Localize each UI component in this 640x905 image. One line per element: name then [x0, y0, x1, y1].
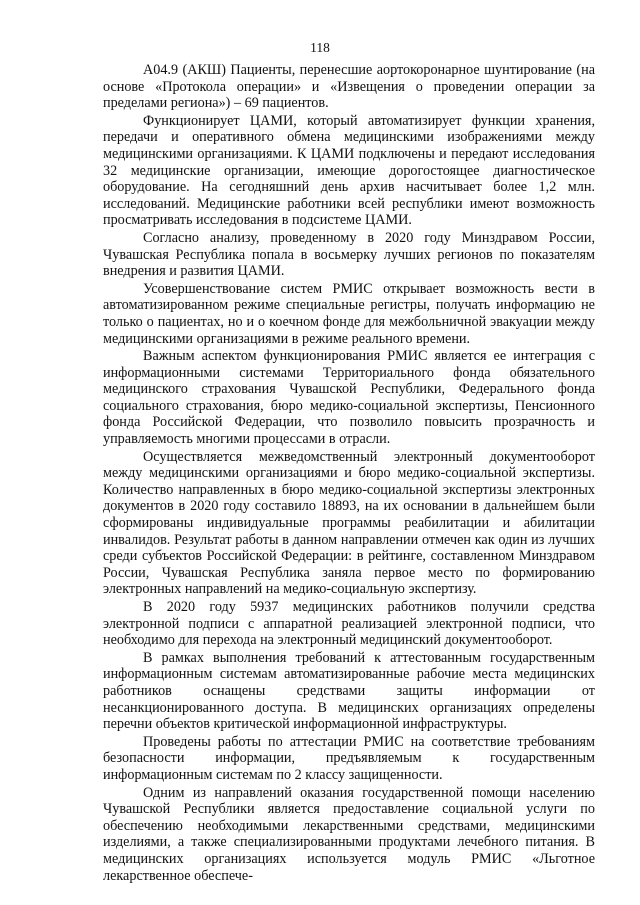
- document-body: [103, 62, 595, 885]
- paragraph: Осуществляется межведомственный электронный документооборот между медицинскими организациями и бюро медико-социальной экспертизы. Количество направленных в бюро медико-социальной экспертизы электронных документов в 2020 году составило 18893, на их основании в дальнейшем были сформированы индивидуальные программы реабилитации и абилитации инвалидов. Результат работы в данном направлении отмечен как один из лучших среди субъектов Российской Федерации: в рейтинге, составленном Минздравом России, Чувашская Республика заняла первое место по формированию электронных направлений на медико-социальную экспертизу.: [103, 448, 595, 598]
- paragraph: Важным аспектом функционирования РМИС является ее интеграция с информационными системами Территориального фонда обязательного медицинского страхования Чувашской Республики, Федерального фонда социального страхования, бюро медико-социальной экспертизы, Пенсионного фонда Российской Федерации, что позволило повысить прозрачность и управляемость многими процессами в отрасли.: [103, 348, 595, 448]
- paragraph: В 2020 году 5937 медицинских работников получили средства электронной подписи с аппаратной реализацией электронной подписи, что необходимо для перехода на электронный медицинский документооборот.: [103, 599, 595, 649]
- paragraph: Усовершенствование систем РМИС открывает возможность вести в автоматизированном режиме специальные регистры, получать информацию не только о пациентах, но и о коечном фонде для межбольничной эвакуации между медицинскими организациями в режиме реального времени.: [103, 280, 595, 347]
- paragraph: Одним из направлений оказания государственной помощи населению Чувашской Республики является предоставление социальной услуги по обеспечению необходимыми лекарственными средствами, медицинскими изделиями, а также специализированными продуктами лечебного питания. В медицинских организациях используется модуль РМИС «Льготное лекарственное обеспече-: [103, 784, 595, 884]
- paragraph: Проведены работы по аттестации РМИС на соответствие требованиям безопасности информации, предъявляемым к государственным информационным системам по 2 классу защищенности.: [103, 733, 595, 783]
- paragraph: Функционирует ЦАМИ, который автоматизирует функции хранения, передачи и оперативного обмена медицинскими изображениями между медицинскими организациями. К ЦАМИ подключены и передают исследования 32 медицинские организации, имеющие дорогостоящее диагностическое оборудование. На сегодняшний день архив насчитывает более 1,2 млн. исследований. Медицинские работники всей республики имеют возможность просматривать исследования в подсистеме ЦАМИ.: [103, 112, 595, 229]
- paragraph: А04.9 (АКШ) Пациенты, перенесшие аортокоронарное шунтирование (на основе «Протокола операции» и «Извещения о проведении операции за пределами региона») – 69 пациентов.: [103, 62, 595, 112]
- page-number: 118: [310, 40, 330, 55]
- paragraph: В рамках выполнения требований к аттестованным государственным информационным системам автоматизированные рабочие места медицинских работников оснащены средствами защиты информации от несанкционированного доступа. В медицинских организациях определены перечни объектов критической информационной инфраструктуры.: [103, 649, 595, 733]
- paragraph: Согласно анализу, проведенному в 2020 году Минздравом России, Чувашская Республика попала в восьмерку лучших регионов по показателям внедрения и развития ЦАМИ.: [103, 229, 595, 280]
